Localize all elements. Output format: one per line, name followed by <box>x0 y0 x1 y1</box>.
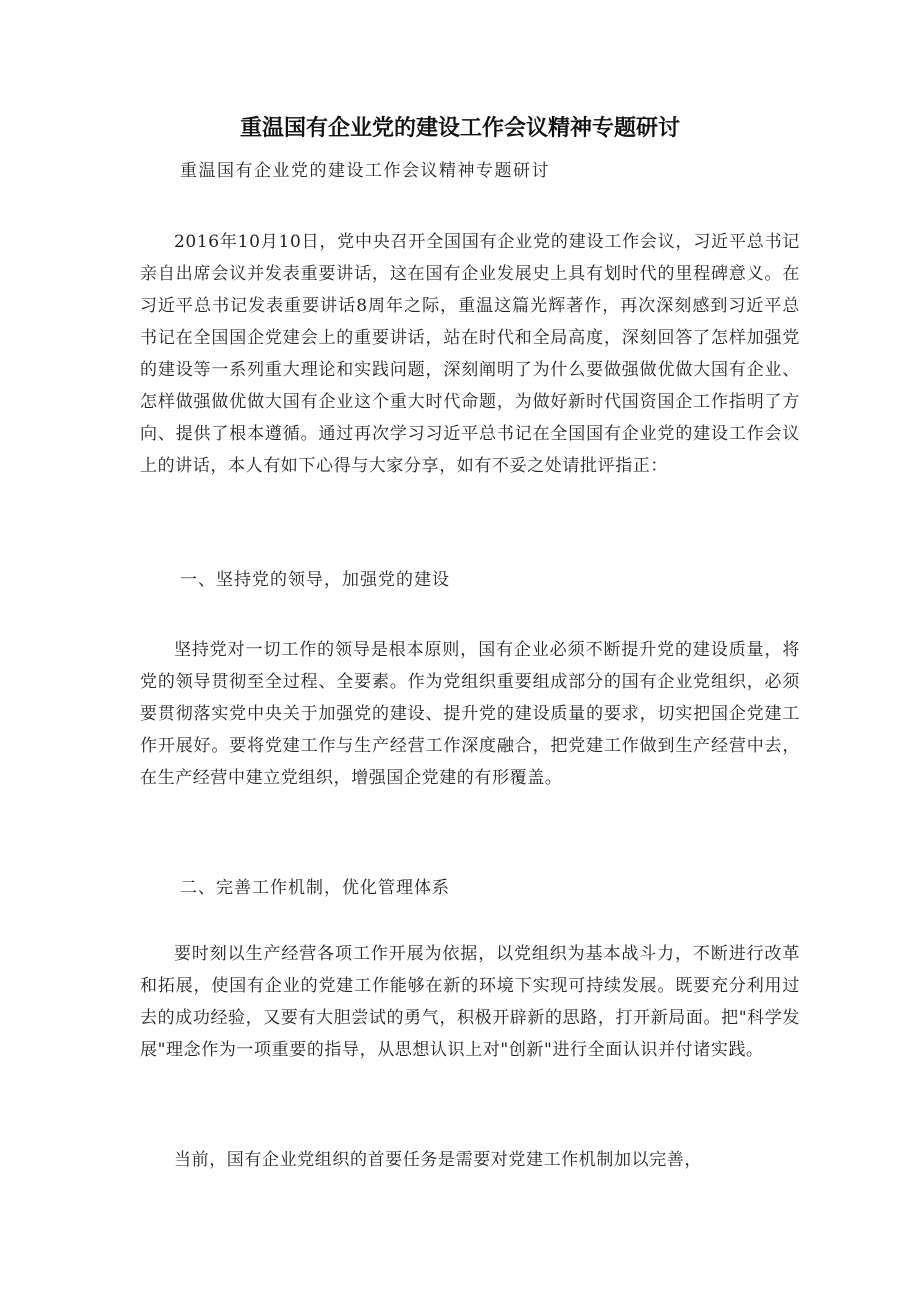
paragraph-section-2: 要时刻以生产经营各项工作开展为依据，以党组织为基本战斗力，不断进行改革和拓展，使国有企业的党建工作能够在新的环境下实现可持续发展。既要充分利用过去的成功经验，又要有大胆尝试的勇气，积极开辟新的思路，打开新局面。把"科学发展"理念作为一项重要的指导，从思想认识上对"创新"进行全面认识并付诸实践。 <box>140 944 800 1060</box>
document-subtitle: 重温国有企业党的建设工作会议精神专题研讨 <box>180 161 550 181</box>
paragraph-section-1: 坚持党对一切工作的领导是根本原则，国有企业必须不断提升党的建设质量，将党的领导贯彻至全过程、全要素。作为党组织重要组成部分的国有企业党组织，必须要贯彻落实党中央关于加强党的建设、提升党的建设质量的要求，切实把国企党建工作开展好。要将党建工作与生产经营工作深度融合，把党建工作做到生产经营中去，在生产经营中建立党组织，增强国企党建的有形覆盖。 <box>140 640 800 788</box>
section-heading-2: 二、完善工作机制，优化管理体系 <box>180 878 450 898</box>
paragraph-current-task: 当前，国有企业党组织的首要任务是需要对党建工作机制加以完善， <box>174 1150 702 1170</box>
section-heading-1: 一、坚持党的领导，加强党的建设 <box>180 570 450 590</box>
document-title: 重温国有企业党的建设工作会议精神专题研讨 <box>239 116 680 141</box>
paragraph-intro: 2016年10月10日，党中央召开全国国有企业党的建设工作会议，习近平总书记亲自出席会议并发表重要讲话，这在国有企业发展史上具有划时代的里程碑意义。在习近平总书记发表重要讲话8周年之际，重温这篇光辉著作，再次深刻感到习近平总书记在全国国企党建会上的重要讲话，站在时代和全局高度，深刻回答了怎样加强党的建设等一系列重大理论和实践问题，深刻阐明了为什么要做强做优做大国有企业、怎样做强做优做大国有企业这个重大时代命题，为做好新时代国资国企工作指明了方向、提供了根本遵循。通过再次学习习近平总书记在全国国有企业党的建设工作会议上的讲话，本人有如下心得与大家分享，如有不妥之处请批评指正： <box>140 232 800 476</box>
